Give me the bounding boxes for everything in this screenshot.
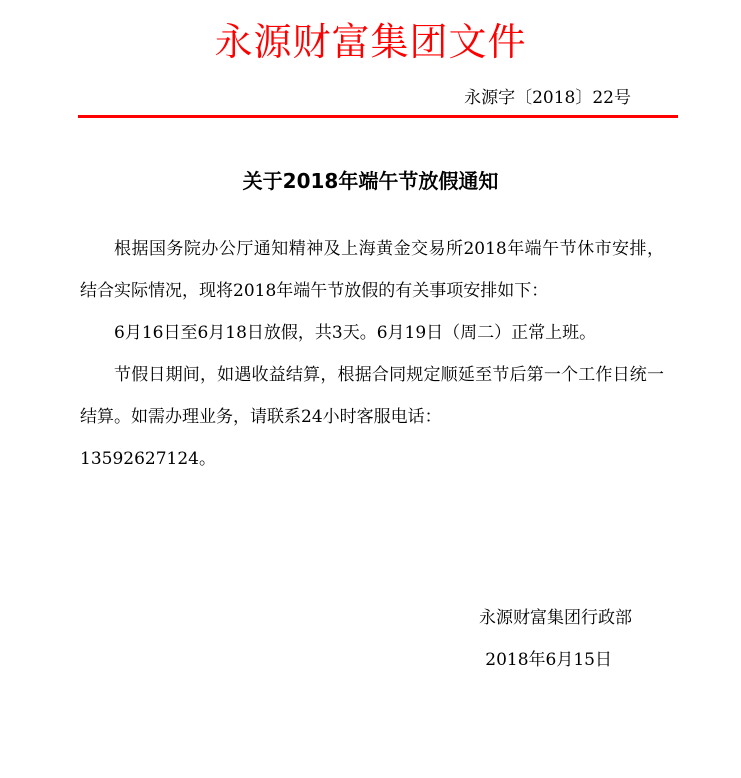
notice-body xyxy=(80,228,664,480)
red-divider xyxy=(78,115,678,118)
customer-service-phone: 13592627124。 xyxy=(80,449,216,469)
issuing-department: 永源财富集团行政部 xyxy=(479,608,632,628)
notice-paragraph: 6月16日至6月18日放假，共3天。6月19日（周二）正常上班。 xyxy=(114,323,597,343)
document-number: 永源字〔2018〕22号 xyxy=(464,88,631,108)
organization-header: 永源财富集团文件 xyxy=(214,20,527,64)
notice-title: 关于2018年端午节放假通知 xyxy=(242,169,499,193)
notice-paragraph: 节假日期间，如遇收益结算，根据合同规定顺延至节后第一个工作日统一结算。如需办理业务，请联系24小时客服电话： xyxy=(80,365,664,427)
issue-date: 2018年6月15日 xyxy=(485,650,612,670)
notice-paragraph: 根据国务院办公厅通知精神及上海黄金交易所2018年端午节休市安排，结合实际情况，现将2018年端午节放假的有关事项安排如下： xyxy=(80,239,664,301)
